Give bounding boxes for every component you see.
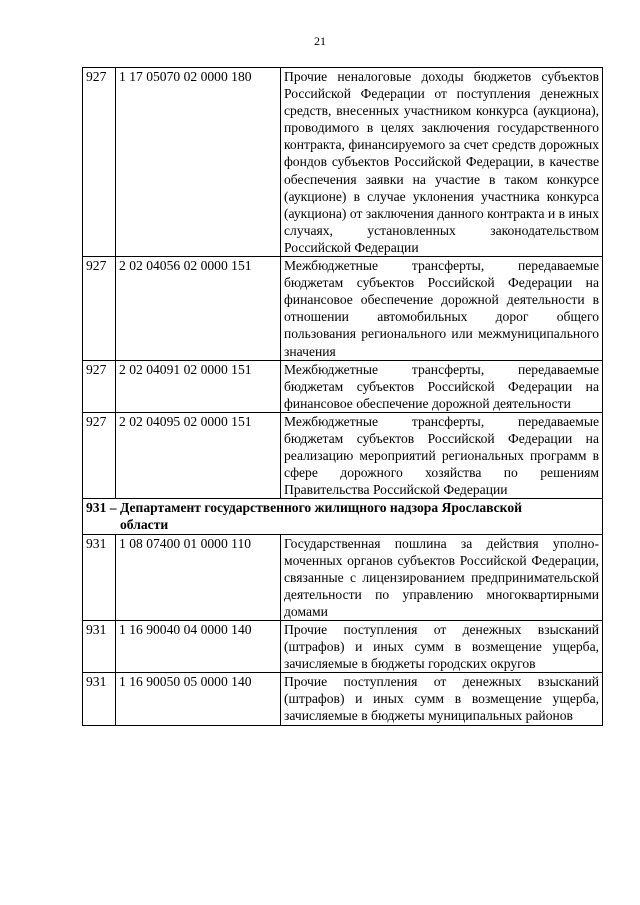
description-cell: Межбюджетные трансферты, передаваемые бюджетам субъектов Российской Федерации на реализацию мероприятий региональных программ в сфере дорожного хозяйства по решениям Правительства Российской Федерации [281, 412, 603, 498]
revenue-code-cell: 1 17 05070 02 0000 180 [116, 68, 281, 257]
section-header [83, 499, 603, 534]
page-number: 21 [314, 34, 326, 48]
revenue-code-cell: 2 02 04091 02 0000 151 [116, 360, 281, 412]
table-row [83, 412, 603, 498]
admin-code-cell: 927 [83, 360, 116, 412]
revenue-code-cell: 1 08 07400 01 0000 110 [116, 534, 281, 620]
table-row [83, 534, 603, 620]
admin-code-cell: 927 [83, 68, 116, 257]
admin-code-cell: 931 [83, 534, 116, 620]
table-row [83, 68, 603, 257]
budget-classification-table [82, 67, 603, 726]
description-cell: Межбюджетные трансферты, передаваемые бюджетам субъектов Российской Федерации на финансовое обеспечение дорожной деятельности в отношении автомобильных дорог общего пользования регионального или межмуниципального значения [281, 257, 603, 361]
description-cell: Прочие поступления от денежных взысканий (штрафов) и иных сумм в возмещение ущерба, зачисляемые в бюджеты муниципальных районов [281, 673, 603, 725]
table-row [83, 360, 603, 412]
revenue-code-cell: 2 02 04095 02 0000 151 [116, 412, 281, 498]
description-cell: Прочие поступления от денежных взысканий (штрафов) и иных сумм в возмещение ущерба, зачисляемые в бюджеты городских округов [281, 621, 603, 673]
table-row [83, 673, 603, 725]
admin-code-cell: 927 [83, 412, 116, 498]
section-title-line1: 931 – Департамент государственного жилищного надзора Ярославской [86, 500, 522, 516]
admin-code-cell: 931 [83, 673, 116, 725]
table-row [83, 257, 603, 361]
admin-code-cell: 927 [83, 257, 116, 361]
admin-code-cell: 931 [83, 621, 116, 673]
revenue-code-cell: 1 16 90050 05 0000 140 [116, 673, 281, 725]
description-cell: Межбюджетные трансферты, передаваемые бюджетам субъектов Российской Федерации на финансовое обеспечение дорожной деятельности [281, 360, 603, 412]
revenue-code-cell: 2 02 04056 02 0000 151 [116, 257, 281, 361]
description-cell: Прочие неналоговые доходы бюджетов субъектов Российской Федерации от поступления денежных средств, внесенных участником конкурса (аукциона), проводимого в целях заключения государственного контракта, финансируемого за счет средств дорожных фондов субъектов Российской Федерации, в качестве обеспечения заявки на участие в таком конкурсе (аукционе) в случае уклонения участника конкурса (аукциона) от заключения данного контракта и в иных случаях, установленных законодательством Российской Федерации [281, 68, 603, 257]
table-row [83, 621, 603, 673]
section-title-line2: области [120, 517, 169, 533]
revenue-code-cell: 1 16 90040 04 0000 140 [116, 621, 281, 673]
section-header-row [83, 499, 603, 534]
description-cell: Государственная пошлина за действия уполномоченных органов субъектов Российской Федерации, связанные с лицензированием предпринимательской деятельности по управлению многоквартирными домами [281, 534, 603, 620]
